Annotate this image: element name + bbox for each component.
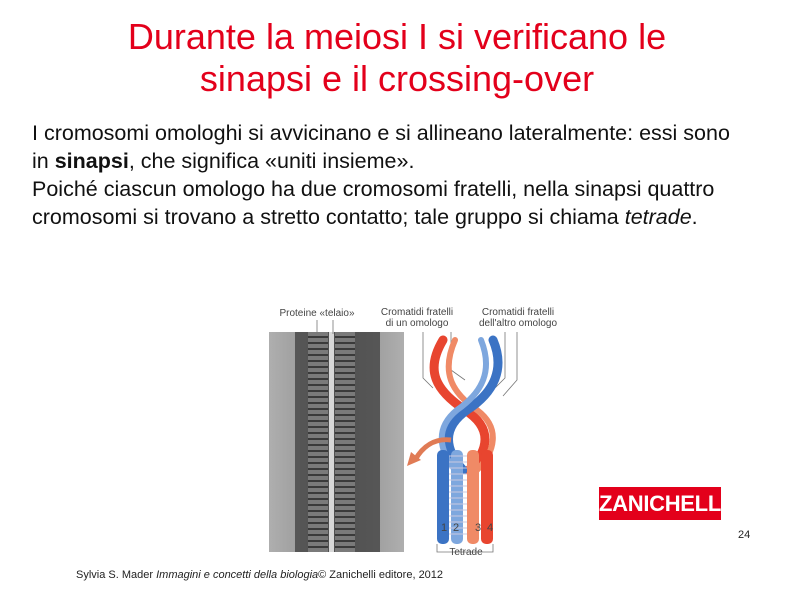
label-cromatidi-2-line1: Cromatidi fratelli bbox=[481, 307, 555, 318]
chromatid-number-4: 4 bbox=[486, 522, 494, 534]
slide-title bbox=[30, 16, 764, 100]
footer-credit bbox=[76, 569, 443, 581]
chromatid-number-3: 3 bbox=[474, 522, 482, 534]
label-tetrade: Tetrade bbox=[449, 547, 483, 558]
p1-text-a: I cromosomi omologhi si avvicinano e si allineano lateralmente: essi sono in bbox=[32, 121, 730, 173]
credit-book-title: Immagini e concetti della biologia bbox=[156, 569, 319, 581]
credit-author: Sylvia S. Mader bbox=[76, 569, 157, 581]
p2-text-a: Poiché ciascun omologo ha due cromosomi fratelli, nella sinapsi quattro cromosomi si trovano a stretto contatto; tale gruppo si chiama bbox=[32, 177, 715, 229]
label-proteine-telaio: Proteine «telaio» bbox=[279, 308, 355, 319]
chromatid-number-1: 1 bbox=[440, 522, 448, 534]
p2-text-b: . bbox=[691, 205, 698, 229]
paragraph-sinapsi bbox=[32, 119, 752, 175]
tetrad-illustration bbox=[255, 300, 565, 562]
micrograph bbox=[269, 332, 404, 552]
p1-text-b: , che significa «uniti insieme». bbox=[128, 149, 415, 173]
body-text bbox=[32, 119, 752, 231]
term-tetrade: tetrade bbox=[624, 205, 692, 229]
label-cromatidi-1-line1: Cromatidi fratelli bbox=[380, 307, 454, 318]
term-sinapsi: sinapsi bbox=[54, 149, 129, 173]
paragraph-tetrade bbox=[32, 175, 752, 231]
title-line-1: Durante la meiosi I si verificano le bbox=[127, 16, 667, 57]
label-cromatidi-1-line2: di un omologo bbox=[385, 318, 449, 329]
label-cromatidi-2-line2: dell'altro omologo bbox=[478, 318, 558, 329]
zanichelli-logo: ZANICHELLI bbox=[599, 487, 721, 520]
tetrad-figure bbox=[255, 300, 565, 562]
title-line-2: sinapsi e il crossing-over bbox=[199, 58, 595, 99]
credit-publisher: © Zanichelli editore, 2012 bbox=[318, 569, 444, 581]
page-number: 24 bbox=[738, 529, 751, 541]
chromatid-number-2: 2 bbox=[452, 522, 460, 534]
